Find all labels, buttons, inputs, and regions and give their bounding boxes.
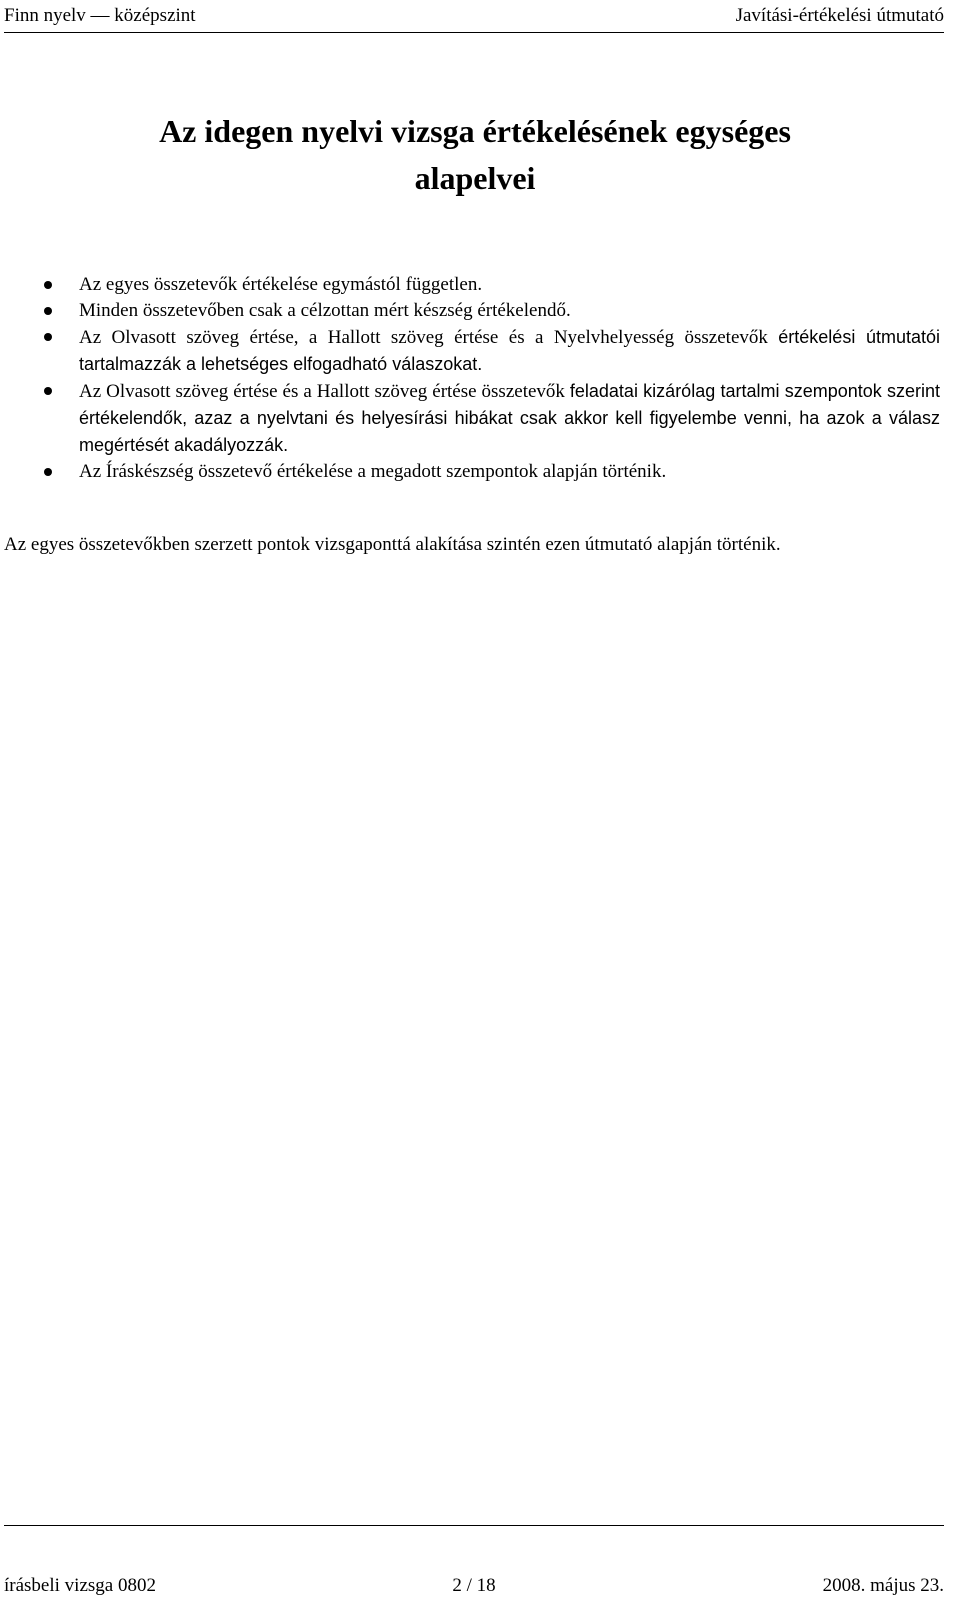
principles-list bbox=[0, 272, 944, 485]
list-item bbox=[0, 272, 944, 298]
header-divider bbox=[4, 32, 944, 33]
list-item-text: Az Olvasott szöveg értése és a Hallott szöveg értése összetevők bbox=[79, 381, 565, 402]
header-document-type: Javítási-értékelési útmutató bbox=[735, 4, 944, 26]
list-item-text: Minden összetevőben csak a célzottan mért készség értékelendő. bbox=[79, 300, 571, 321]
header-subject: Finn nyelv — középszint bbox=[4, 4, 196, 26]
list-item-text-continued: értékelési útmutatói tartalmazzák a lehetséges elfogadható válaszokat. bbox=[79, 327, 941, 374]
footer-divider bbox=[4, 1525, 944, 1526]
summary-paragraph: Az egyes összetevőkben szerzett pontok vizsgaponttá alakítása szintén ezen útmutató alapján történik. bbox=[4, 534, 781, 555]
bullet-icon bbox=[44, 307, 52, 315]
list-item-text-continued: feladatai kizárólag tartalmi szempontok szerint értékelendők, azaz a nyelvtani és helyesírási hibákat csak akkor kell figyelembe venni, ha azok a válasz megértését akadályozzák. bbox=[79, 381, 940, 455]
list-item bbox=[0, 378, 944, 459]
list-item bbox=[0, 298, 944, 324]
footer-exam-code: írásbeli vizsga 0802 bbox=[4, 1575, 156, 1596]
list-item-text: Az Íráskészség összetevő értékelése a megadott szempontok alapján történik. bbox=[79, 461, 667, 482]
bullet-icon bbox=[44, 387, 52, 395]
title-line-2: alapelvei bbox=[414, 160, 536, 196]
title-line-1: Az idegen nyelvi vizsga értékelésének egységes bbox=[159, 113, 791, 149]
list-item-text: Az egyes összetevők értékelése egymástól független. bbox=[79, 274, 483, 295]
page-footer bbox=[4, 1573, 944, 1599]
list-item bbox=[0, 324, 944, 378]
list-item-text: Az Olvasott szöveg értése, a Hallott szöveg értése és a Nyelvhelyesség összetevők bbox=[79, 327, 768, 348]
list-item bbox=[0, 459, 944, 485]
page-title bbox=[60, 108, 890, 202]
footer-date: 2008. május 23. bbox=[822, 1575, 944, 1596]
footer-page-number: 2 / 18 bbox=[452, 1575, 496, 1596]
bullet-icon bbox=[44, 281, 52, 289]
bullet-icon bbox=[44, 468, 52, 476]
page-header bbox=[4, 0, 944, 31]
bullet-icon bbox=[44, 333, 52, 341]
